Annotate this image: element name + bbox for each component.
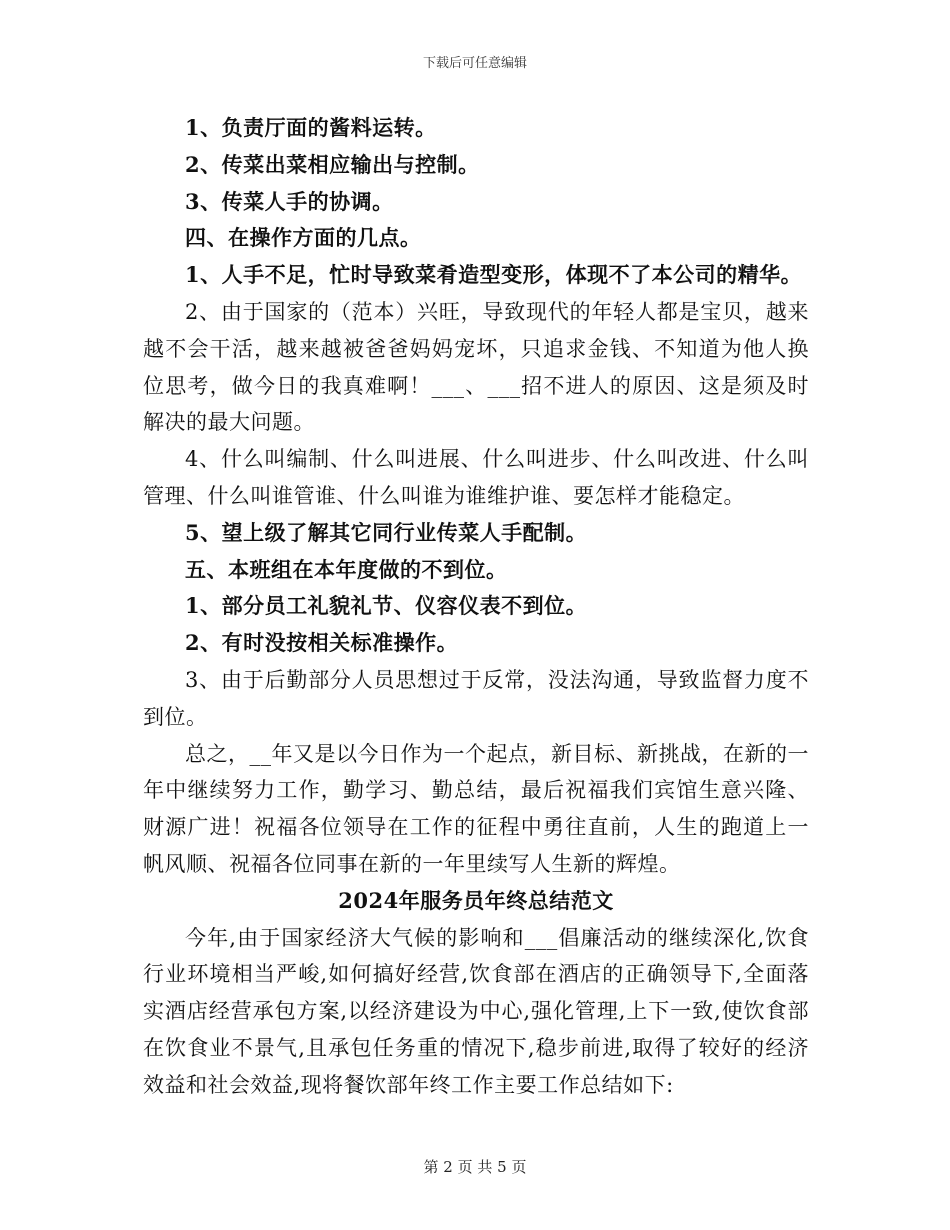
paragraph: 5、望上级了解其它同行业传菜人手配制。	[185, 519, 588, 545]
paragraph: 1、负责厅面的酱料运转。	[185, 115, 437, 140]
paragraph: 总之，__年又是以今日作为一个起点，新目标、新挑战，在新的一年中继续努力工作，勤学习、勤总结，最后祝福我们宾馆生意兴隆、财源广进！祝福各位领导在工作的征程中勇往直前，人生的跑道上一帆风顺、祝福各位同事在新的一年里续写人生新的辉煌。	[143, 741, 809, 876]
page-header: 下载后可任意编辑	[422, 56, 527, 71]
paragraph: 2、传菜出菜相应输出与控制。	[185, 151, 480, 177]
document-body	[143, 110, 809, 1104]
section-heading: 四、在操作方面的几点。	[185, 225, 422, 251]
paragraph: 4、什么叫编制、什么叫进展、什么叫进步、什么叫改进、什么叫管理、什么叫谁管谁、什么叫谁为谁维护谁、要怎样才能稳定。	[143, 447, 809, 508]
section-heading: 五、本班组在本年度做的不到位。	[185, 556, 508, 582]
paragraph: 1、部分员工礼貌礼节、仪容仪表不到位。	[185, 593, 588, 619]
paragraph: 2、有时没按相关标准操作。	[185, 630, 459, 656]
paragraph: 1、人手不足，忙时导致菜肴造型变形，体现不了本公司的精华。	[185, 262, 803, 288]
page-footer: 第 2 页 共 5 页	[423, 1158, 527, 1176]
paragraph: 3、传菜人手的协调。	[185, 188, 394, 214]
document-title: 2024年服务员年终总结范文	[338, 887, 614, 913]
paragraph: 2、由于国家的（范本）兴旺，导致现代的年轻人都是宝贝，越来越不会干活，越来越被爸爸妈妈宠坏，只追求金钱、不知道为他人换位思考，做今日的我真难啊！___、___招不进人的原因、这是须及时解决的最大问题。	[143, 299, 809, 435]
paragraph: 3、由于后勤部分人员思想过于反常，没法沟通，导致监督力度不到位。	[143, 667, 809, 729]
paragraph: 今年,由于国家经济大气候的影响和___倡廉活动的继续深化,饮食行业环境相当严峻,如何搞好经营,饮食部在酒店的正确领导下,全面落实酒店经营承包方案,以经济建设为中心,强化管理,上下一致,使饮食部在饮食业不景气,且承包任务重的情况下,稳步前进,取得了较好的经济效益和社会效益,现将餐饮部年终工作主要工作总结如下:	[143, 925, 809, 1097]
